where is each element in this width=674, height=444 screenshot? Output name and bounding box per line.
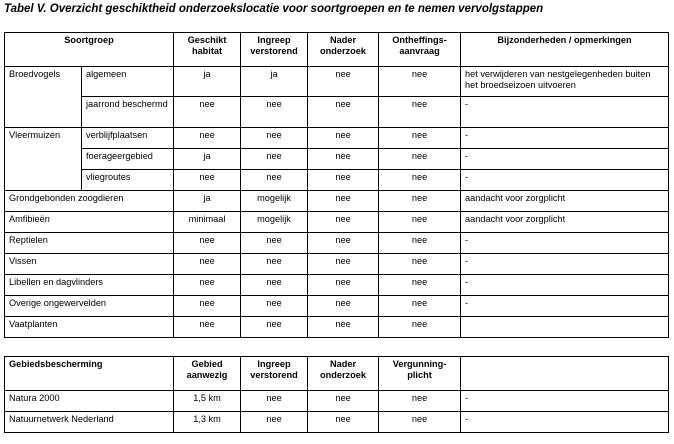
nader-cell: nee <box>308 275 379 296</box>
table-row <box>5 212 669 233</box>
ontheffing-cell: nee <box>379 191 461 212</box>
ontheffing-cell: nee <box>379 212 461 233</box>
table-row <box>5 67 669 97</box>
group-cell: Broedvogels <box>5 67 82 128</box>
nader-cell: nee <box>308 317 379 338</box>
table-row <box>5 233 669 254</box>
ingreep-cell: nee <box>241 233 308 254</box>
ingreep-cell: nee <box>241 412 308 433</box>
ingreep-cell: mogelijk <box>241 212 308 233</box>
header-ingreep: Ingreep verstorend <box>241 33 308 67</box>
habitat-cell: ja <box>174 67 241 97</box>
table-row <box>5 254 669 275</box>
ingreep-cell: nee <box>241 128 308 149</box>
table-row <box>5 317 669 338</box>
sub-cell: vliegroutes <box>82 170 174 191</box>
header-ingreep: Ingreep verstorend <box>241 357 308 391</box>
table-row <box>5 97 669 128</box>
sub-cell: jaarrond beschermd <box>82 97 174 128</box>
gebied-cell: 1,5 km <box>174 391 241 412</box>
table-row <box>5 296 669 317</box>
header-soortgroep: Soortgroep <box>5 33 174 67</box>
table-row <box>5 149 669 170</box>
ontheffing-cell: nee <box>379 67 461 97</box>
ontheffing-cell: nee <box>379 149 461 170</box>
spacer-cell <box>5 338 669 357</box>
table-row <box>5 275 669 296</box>
opm-cell <box>461 317 669 338</box>
ingreep-cell: nee <box>241 97 308 128</box>
nader-cell: nee <box>308 97 379 128</box>
ingreep-cell: ja <box>241 67 308 97</box>
table-row <box>5 412 669 433</box>
nader-cell: nee <box>308 391 379 412</box>
group-cell: Grondgebonden zoogdieren <box>5 191 174 212</box>
habitat-cell: nee <box>174 97 241 128</box>
opm-cell: - <box>461 128 669 149</box>
header-empty <box>461 357 669 391</box>
opm-cell: - <box>461 170 669 191</box>
opm-cell: - <box>461 254 669 275</box>
habitat-cell: ja <box>174 149 241 170</box>
opm-cell: - <box>461 412 669 433</box>
group-cell: Vaatplanten <box>5 317 174 338</box>
group-cell: Overige ongewervelden <box>5 296 174 317</box>
ontheffing-cell: nee <box>379 296 461 317</box>
nader-cell: nee <box>308 67 379 97</box>
nader-cell: nee <box>308 412 379 433</box>
opm-cell: - <box>461 275 669 296</box>
sub-cell: verblijfplaatsen <box>82 128 174 149</box>
ingreep-cell: nee <box>241 149 308 170</box>
ingreep-cell: nee <box>241 296 308 317</box>
header-nader: Nader onderzoek <box>308 357 379 391</box>
ingreep-cell: nee <box>241 254 308 275</box>
ontheffing-cell: nee <box>379 97 461 128</box>
habitat-cell: ja <box>174 191 241 212</box>
nader-cell: nee <box>308 212 379 233</box>
table-row <box>5 191 669 212</box>
nader-cell: nee <box>308 233 379 254</box>
ingreep-cell: nee <box>241 170 308 191</box>
group-cell: Reptielen <box>5 233 174 254</box>
habitat-cell: nee <box>174 128 241 149</box>
header-ontheffing: Ontheffings-aanvraag <box>379 33 461 67</box>
opm-cell: - <box>461 97 669 128</box>
ontheffing-cell: nee <box>379 254 461 275</box>
table-header-row <box>5 357 669 391</box>
header-habitat: Geschikt habitat <box>174 33 241 67</box>
header-vergunning: Vergunning-plicht <box>379 357 461 391</box>
sub-cell: algemeen <box>82 67 174 97</box>
area-name-cell: Natura 2000 <box>5 391 174 412</box>
header-gebiedsbescherming: Gebiedsbescherming <box>5 357 174 391</box>
ontheffing-cell: nee <box>379 128 461 149</box>
ingreep-cell: mogelijk <box>241 191 308 212</box>
habitat-cell: nee <box>174 254 241 275</box>
table-row <box>5 128 669 149</box>
area-name-cell: Natuurnetwerk Nederland <box>5 412 174 433</box>
table-caption: Tabel V. Overzicht geschiktheid onderzoekslocatie voor soortgroepen en te nemen vervolgstappen <box>4 3 544 15</box>
group-cell: Libellen en dagvlinders <box>5 275 174 296</box>
opm-cell: aandacht voor zorgplicht <box>461 212 669 233</box>
habitat-cell: nee <box>174 275 241 296</box>
ingreep-cell: nee <box>241 317 308 338</box>
ontheffing-cell: nee <box>379 317 461 338</box>
ingreep-cell: nee <box>241 391 308 412</box>
sub-cell: foerageergebied <box>82 149 174 170</box>
species-table <box>4 32 669 433</box>
nader-cell: nee <box>308 149 379 170</box>
header-gebied: Gebied aanwezig <box>174 357 241 391</box>
opm-cell: - <box>461 391 669 412</box>
ontheffing-cell: nee <box>379 170 461 191</box>
opm-cell: - <box>461 296 669 317</box>
habitat-cell: nee <box>174 233 241 254</box>
table-row <box>5 170 669 191</box>
ontheffing-cell: nee <box>379 233 461 254</box>
habitat-cell: nee <box>174 317 241 338</box>
header-opmerkingen: Bijzonderheden / opmerkingen <box>461 33 669 67</box>
table-spacer-row <box>5 338 669 357</box>
nader-cell: nee <box>308 254 379 275</box>
table-row <box>5 391 669 412</box>
group-cell: Amfibieën <box>5 212 174 233</box>
group-cell: Vissen <box>5 254 174 275</box>
opm-cell: het verwijderen van nestgelegenheden buiten het broedseizoen uitvoeren <box>461 67 669 97</box>
nader-cell: nee <box>308 128 379 149</box>
ingreep-cell: nee <box>241 275 308 296</box>
header-nader: Nader onderzoek <box>308 33 379 67</box>
nader-cell: nee <box>308 191 379 212</box>
opm-cell: - <box>461 149 669 170</box>
gebied-cell: 1,3 km <box>174 412 241 433</box>
vergunning-cell: nee <box>379 412 461 433</box>
nader-cell: nee <box>308 170 379 191</box>
habitat-cell: nee <box>174 170 241 191</box>
habitat-cell: nee <box>174 296 241 317</box>
opm-cell: - <box>461 233 669 254</box>
nader-cell: nee <box>308 296 379 317</box>
group-cell: Vleermuizen <box>5 128 82 191</box>
vergunning-cell: nee <box>379 391 461 412</box>
ontheffing-cell: nee <box>379 275 461 296</box>
opm-cell: aandacht voor zorgplicht <box>461 191 669 212</box>
habitat-cell: minimaal <box>174 212 241 233</box>
table-header-row <box>5 33 669 67</box>
